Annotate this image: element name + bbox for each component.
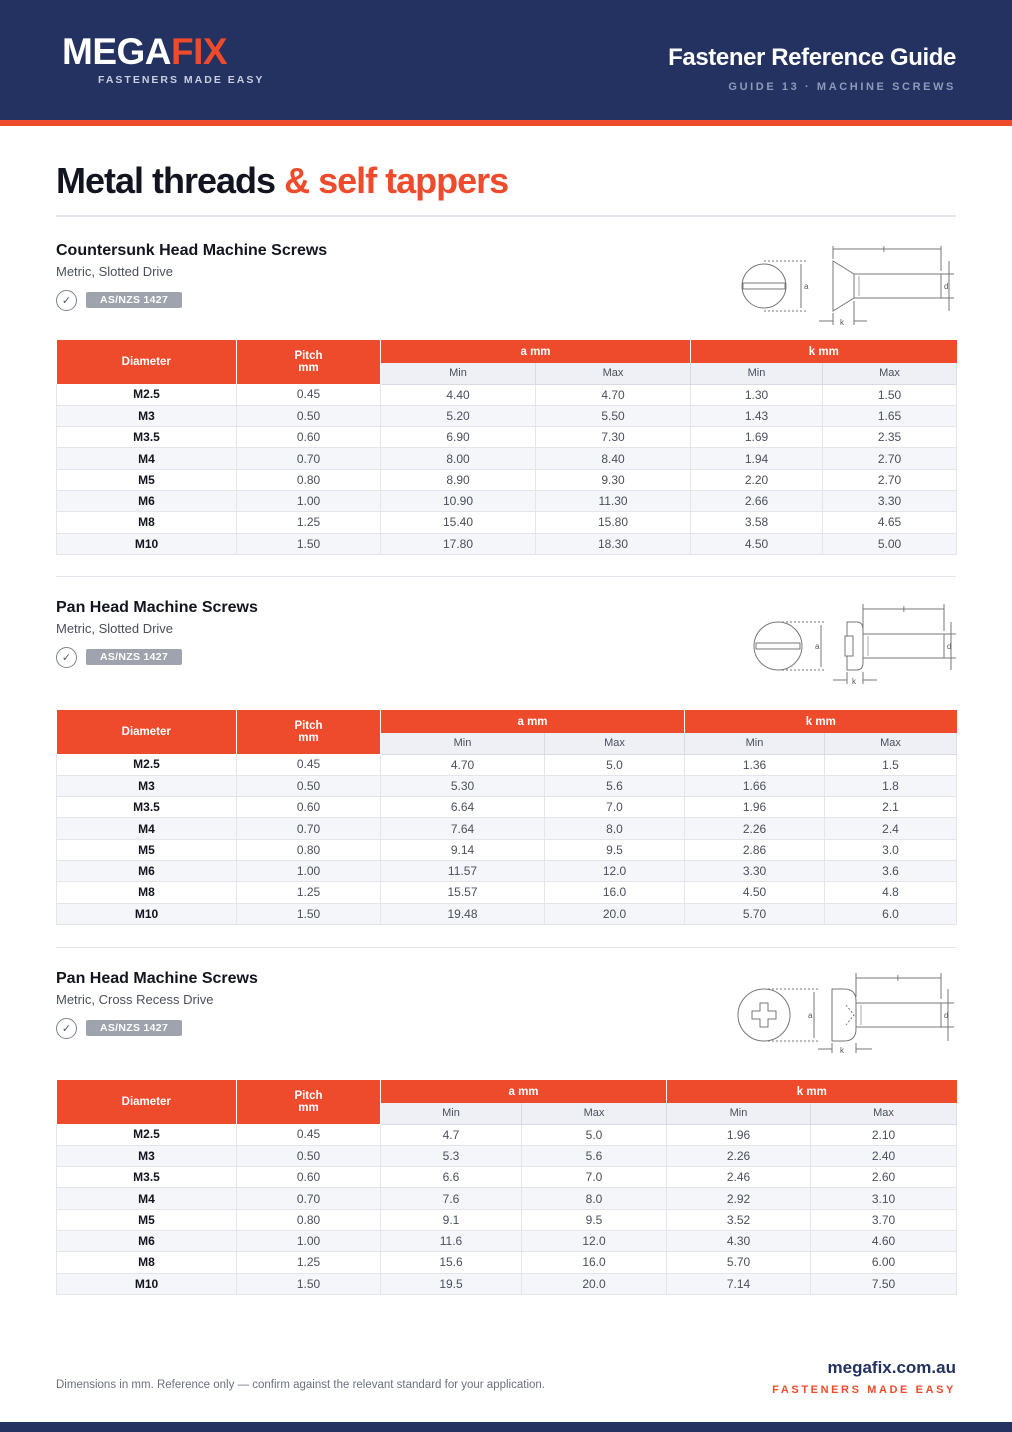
cell-a-max: 4.70 (536, 384, 691, 405)
cell-pitch: 0.50 (237, 1145, 381, 1166)
cell-k-max: 2.60 (811, 1167, 957, 1188)
section-pan-head-slotted (56, 598, 956, 921)
cell-k-min: 2.26 (685, 818, 825, 839)
cell-k-max: 2.70 (823, 448, 957, 469)
cell-a-min: 15.40 (381, 512, 536, 533)
cell-k-max: 6.00 (811, 1252, 957, 1273)
cell-a-min: 7.64 (381, 818, 545, 839)
cell-k-min: 1.66 (685, 775, 825, 796)
cell-a-min: 8.90 (381, 469, 536, 490)
cell-pitch: 1.50 (237, 533, 381, 554)
cell-k-max: 6.0 (825, 903, 957, 924)
cell-k-max: 1.5 (825, 754, 957, 775)
cell-k-min: 7.14 (667, 1273, 811, 1294)
table-row (57, 1209, 957, 1230)
header-accent-stripe (0, 120, 1012, 126)
cell-pitch: 0.70 (237, 818, 381, 839)
cell-a-min: 11.6 (381, 1230, 522, 1251)
col-header-k-min: Min (685, 733, 825, 754)
col-header-diameter: Diameter (57, 710, 237, 754)
cell-pitch: 1.50 (237, 1273, 381, 1294)
cell-diameter: M3 (57, 775, 237, 796)
table-row (57, 1273, 957, 1294)
table-row (57, 1252, 957, 1273)
cell-a-max: 16.0 (522, 1252, 667, 1273)
cell-a-max: 18.30 (536, 533, 691, 554)
cell-pitch: 0.45 (237, 384, 381, 405)
col-header-a-min: Min (381, 363, 536, 384)
cell-pitch: 0.60 (237, 797, 381, 818)
cell-pitch: 0.50 (237, 405, 381, 426)
cell-k-max: 4.65 (823, 512, 957, 533)
cell-diameter: M5 (57, 469, 237, 490)
table-row (57, 1124, 957, 1145)
cell-k-max: 2.35 (823, 427, 957, 448)
cell-a-min: 9.14 (381, 839, 545, 860)
cell-pitch: 0.80 (237, 1209, 381, 1230)
cell-pitch: 0.45 (237, 754, 381, 775)
cell-diameter: M8 (57, 512, 237, 533)
table-row (57, 533, 957, 554)
cell-k-max: 3.0 (825, 839, 957, 860)
cell-k-max: 2.70 (823, 469, 957, 490)
cell-k-min: 4.50 (691, 533, 823, 554)
col-group-k: k mm (691, 340, 957, 363)
spec-table (56, 1080, 957, 1295)
section-countersunk-slotted (56, 241, 956, 551)
logo-tagline: FASTENERS MADE EASY (98, 74, 265, 86)
section-subtitle: Metric, Slotted Drive (56, 621, 174, 636)
logo-wordmark: MEGAFIX (62, 31, 228, 72)
cell-diameter: M3 (57, 405, 237, 426)
dim-l-label: l (897, 974, 899, 983)
cell-diameter: M10 (57, 533, 237, 554)
cell-k-min: 1.36 (685, 754, 825, 775)
cell-a-max: 5.6 (545, 775, 685, 796)
cell-k-max: 4.8 (825, 882, 957, 903)
cell-k-min: 3.30 (685, 860, 825, 881)
cell-k-min: 5.70 (685, 903, 825, 924)
cell-k-min: 1.96 (685, 797, 825, 818)
table-row (57, 839, 957, 860)
cell-pitch: 1.00 (237, 1230, 381, 1251)
cell-diameter: M2.5 (57, 1124, 237, 1145)
check-icon: ✓ (56, 1018, 77, 1039)
col-header-pitch: Pitch mm (237, 1080, 381, 1124)
col-group-a: a mm (381, 1080, 667, 1103)
cell-k-max: 2.40 (811, 1145, 957, 1166)
cell-k-min: 1.96 (667, 1124, 811, 1145)
cell-diameter: M6 (57, 860, 237, 881)
cell-k-max: 3.70 (811, 1209, 957, 1230)
dim-d-label: d (944, 1011, 949, 1020)
table-row (57, 490, 957, 511)
cell-a-max: 9.5 (545, 839, 685, 860)
spec-table (56, 340, 957, 555)
table-row (57, 1145, 957, 1166)
col-header-a-min: Min (381, 733, 545, 754)
cell-diameter: M4 (57, 1188, 237, 1209)
cell-pitch: 0.80 (237, 839, 381, 860)
cell-k-min: 1.94 (691, 448, 823, 469)
col-header-a-max: Max (522, 1103, 667, 1124)
cell-k-min: 5.70 (667, 1252, 811, 1273)
cell-pitch: 1.25 (237, 512, 381, 533)
dim-k-label: k (852, 677, 856, 686)
table-row (57, 512, 957, 533)
cell-k-min: 3.58 (691, 512, 823, 533)
table-row (57, 754, 957, 775)
cell-diameter: M2.5 (57, 754, 237, 775)
cell-a-min: 19.48 (381, 903, 545, 924)
col-group-a: a mm (381, 710, 685, 733)
pan-head-cross-recess-screw-diagram (734, 969, 956, 1059)
guide-subtitle: GUIDE 13 · MACHINE SCREWS (728, 81, 956, 93)
cell-diameter: M10 (57, 1273, 237, 1294)
dim-k-label: k (840, 318, 844, 327)
cell-a-max: 7.0 (545, 797, 685, 818)
col-header-a-max: Max (536, 363, 691, 384)
cell-a-max: 15.80 (536, 512, 691, 533)
cell-k-max: 3.30 (823, 490, 957, 511)
cell-diameter: M4 (57, 818, 237, 839)
cell-pitch: 1.50 (237, 903, 381, 924)
cell-a-min: 6.90 (381, 427, 536, 448)
cell-k-max: 2.4 (825, 818, 957, 839)
cell-pitch: 1.25 (237, 882, 381, 903)
cell-a-min: 7.6 (381, 1188, 522, 1209)
cell-a-max: 20.0 (545, 903, 685, 924)
cell-pitch: 0.60 (237, 1167, 381, 1188)
footer-tagline: FASTENERS MADE EASY (772, 1384, 956, 1396)
table-row (57, 448, 957, 469)
cell-diameter: M2.5 (57, 384, 237, 405)
section-title: Pan Head Machine Screws (56, 970, 258, 987)
cell-a-max: 5.6 (522, 1145, 667, 1166)
cell-a-min: 8.00 (381, 448, 536, 469)
cell-diameter: M6 (57, 1230, 237, 1251)
cell-a-min: 4.7 (381, 1124, 522, 1145)
col-header-diameter: Diameter (57, 340, 237, 384)
cell-a-min: 4.40 (381, 384, 536, 405)
cell-a-max: 11.30 (536, 490, 691, 511)
cell-pitch: 0.80 (237, 469, 381, 490)
cell-diameter: M4 (57, 448, 237, 469)
col-header-diameter: Diameter (57, 1080, 237, 1124)
cell-a-max: 12.0 (545, 860, 685, 881)
table-row (57, 818, 957, 839)
cell-pitch: 0.50 (237, 775, 381, 796)
spec-table (56, 710, 957, 925)
page-title: Metal threads & self tappers (56, 160, 509, 201)
dim-a-label: a (808, 1011, 813, 1020)
table-row (57, 860, 957, 881)
cell-a-max: 9.5 (522, 1209, 667, 1230)
cell-a-min: 15.6 (381, 1252, 522, 1273)
cell-diameter: M5 (57, 1209, 237, 1230)
cell-k-min: 1.69 (691, 427, 823, 448)
cell-a-max: 5.50 (536, 405, 691, 426)
check-icon: ✓ (56, 647, 77, 668)
cell-k-max: 5.00 (823, 533, 957, 554)
table-row (57, 775, 957, 796)
col-group-a: a mm (381, 340, 691, 363)
cell-diameter: M3 (57, 1145, 237, 1166)
footer-bar (0, 1422, 1012, 1432)
cell-diameter: M3.5 (57, 427, 237, 448)
cell-a-min: 5.20 (381, 405, 536, 426)
cell-k-min: 1.30 (691, 384, 823, 405)
table-row (57, 797, 957, 818)
cell-k-max: 1.65 (823, 405, 957, 426)
dim-l-label: l (883, 245, 885, 254)
cell-a-min: 10.90 (381, 490, 536, 511)
cell-k-min: 2.46 (667, 1167, 811, 1188)
cell-k-min: 2.26 (667, 1145, 811, 1166)
cell-k-max: 2.1 (825, 797, 957, 818)
standard-badge: AS/NZS 1427 (86, 292, 182, 308)
cell-a-max: 9.30 (536, 469, 691, 490)
cell-a-min: 5.30 (381, 775, 545, 796)
col-header-k-max: Max (823, 363, 957, 384)
cell-pitch: 1.25 (237, 1252, 381, 1273)
cell-k-max: 1.50 (823, 384, 957, 405)
cell-diameter: M8 (57, 1252, 237, 1273)
section-divider (56, 576, 956, 577)
table-row (57, 1188, 957, 1209)
cell-a-max: 16.0 (545, 882, 685, 903)
cell-k-max: 3.10 (811, 1188, 957, 1209)
dim-a-label: a (804, 282, 809, 291)
cell-diameter: M3.5 (57, 797, 237, 818)
table-row (57, 469, 957, 490)
cell-a-max: 12.0 (522, 1230, 667, 1251)
cell-pitch: 0.60 (237, 427, 381, 448)
cell-a-max: 8.0 (545, 818, 685, 839)
cell-pitch: 0.70 (237, 448, 381, 469)
cell-diameter: M5 (57, 839, 237, 860)
cell-a-max: 5.0 (522, 1124, 667, 1145)
pan-head-slotted-screw-diagram (751, 598, 956, 688)
table-row (57, 384, 957, 405)
megafix-logo[interactable] (62, 32, 282, 92)
standard-badge: AS/NZS 1427 (86, 649, 182, 665)
col-header-pitch: Pitch mm (237, 710, 381, 754)
cell-a-min: 11.57 (381, 860, 545, 881)
cell-k-min: 2.20 (691, 469, 823, 490)
cell-a-min: 4.70 (381, 754, 545, 775)
cell-a-min: 6.64 (381, 797, 545, 818)
footer-disclaimer: Dimensions in mm. Reference only — confirm against the relevant standard for your application. (56, 1379, 545, 1391)
cell-a-max: 8.0 (522, 1188, 667, 1209)
section-divider (56, 947, 956, 948)
col-header-a-max: Max (545, 733, 685, 754)
dim-k-label: k (840, 1046, 844, 1055)
cell-a-min: 15.57 (381, 882, 545, 903)
page-header (0, 0, 1012, 120)
cell-pitch: 0.45 (237, 1124, 381, 1145)
section-title: Pan Head Machine Screws (56, 599, 258, 616)
cell-a-min: 17.80 (381, 533, 536, 554)
cell-pitch: 0.70 (237, 1188, 381, 1209)
footer-website-link[interactable]: megafix.com.au (827, 1358, 956, 1377)
cell-k-min: 4.50 (685, 882, 825, 903)
section-title: Countersunk Head Machine Screws (56, 242, 328, 259)
cell-a-max: 8.40 (536, 448, 691, 469)
col-header-pitch: Pitch mm (237, 340, 381, 384)
section-subtitle: Metric, Slotted Drive (56, 264, 174, 279)
title-divider (56, 215, 956, 217)
cell-a-min: 5.3 (381, 1145, 522, 1166)
cell-a-min: 9.1 (381, 1209, 522, 1230)
check-icon: ✓ (56, 290, 77, 311)
cell-diameter: M6 (57, 490, 237, 511)
table-row (57, 427, 957, 448)
dim-l-label: l (903, 605, 905, 614)
table-row (57, 1167, 957, 1188)
cell-k-max: 3.6 (825, 860, 957, 881)
table-row (57, 882, 957, 903)
cell-a-max: 5.0 (545, 754, 685, 775)
cell-pitch: 1.00 (237, 490, 381, 511)
table-row (57, 405, 957, 426)
col-header-k-min: Min (691, 363, 823, 384)
table-row (57, 1230, 957, 1251)
col-header-k-max: Max (811, 1103, 957, 1124)
cell-k-max: 4.60 (811, 1230, 957, 1251)
section-subtitle: Metric, Cross Recess Drive (56, 992, 214, 1007)
countersunk-slotted-screw-diagram (741, 241, 956, 331)
cell-k-max: 7.50 (811, 1273, 957, 1294)
cell-a-max: 7.30 (536, 427, 691, 448)
cell-diameter: M10 (57, 903, 237, 924)
cell-a-min: 19.5 (381, 1273, 522, 1294)
cell-k-min: 1.43 (691, 405, 823, 426)
cell-k-min: 3.52 (667, 1209, 811, 1230)
cell-a-max: 7.0 (522, 1167, 667, 1188)
dim-a-label: a (815, 642, 820, 651)
cell-k-max: 1.8 (825, 775, 957, 796)
col-header-k-min: Min (667, 1103, 811, 1124)
standard-badge: AS/NZS 1427 (86, 1020, 182, 1036)
cell-k-min: 4.30 (667, 1230, 811, 1251)
cell-k-max: 2.10 (811, 1124, 957, 1145)
col-group-k: k mm (685, 710, 957, 733)
cell-a-min: 6.6 (381, 1167, 522, 1188)
cell-k-min: 2.86 (685, 839, 825, 860)
cell-a-max: 20.0 (522, 1273, 667, 1294)
cell-diameter: M3.5 (57, 1167, 237, 1188)
cell-pitch: 1.00 (237, 860, 381, 881)
dim-d-label: d (947, 642, 952, 651)
guide-title: Fastener Reference Guide (668, 44, 956, 71)
cell-k-min: 2.92 (667, 1188, 811, 1209)
col-group-k: k mm (667, 1080, 957, 1103)
table-row (57, 903, 957, 924)
cell-k-min: 2.66 (691, 490, 823, 511)
col-header-a-min: Min (381, 1103, 522, 1124)
section-pan-head-cross-recess (56, 969, 956, 1291)
col-header-k-max: Max (825, 733, 957, 754)
dim-d-label: d (944, 282, 949, 291)
cell-diameter: M8 (57, 882, 237, 903)
